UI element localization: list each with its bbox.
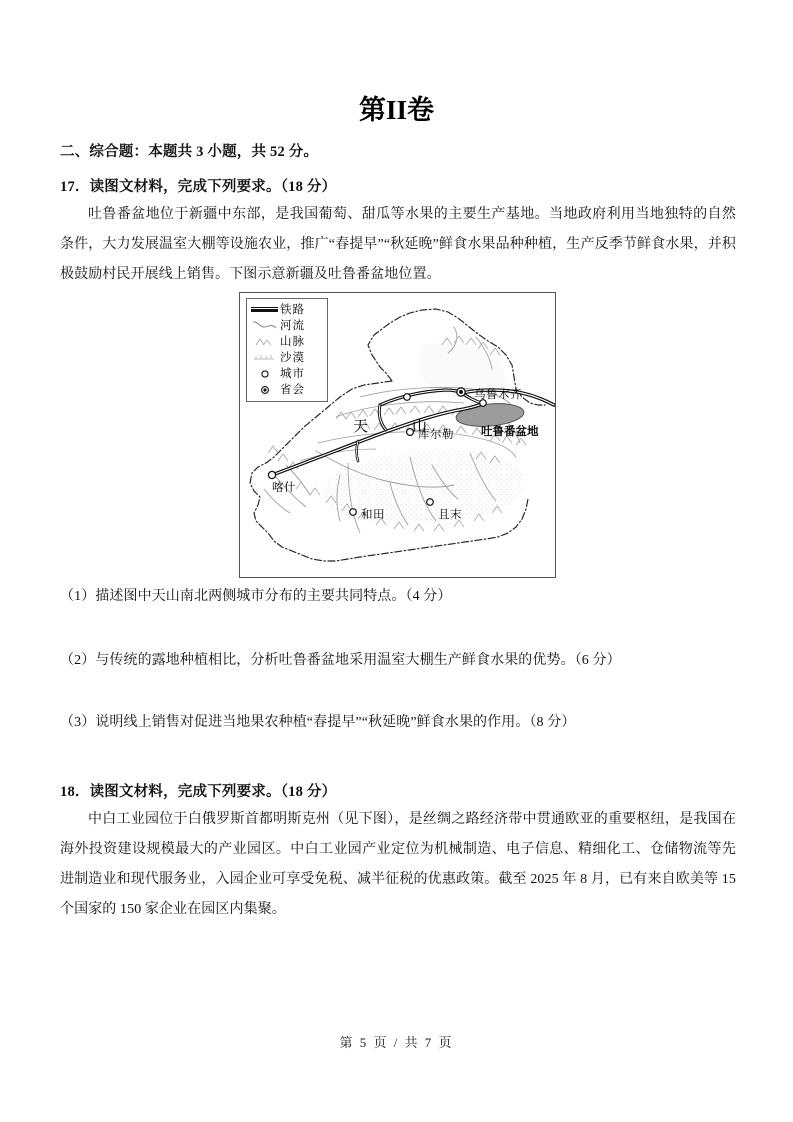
map-label-korla: 库尔勒 xyxy=(418,429,454,441)
legend-label-river: 河流 xyxy=(280,320,305,332)
map-label-qiemo: 且末 xyxy=(438,509,462,521)
map-label-turpan-basin: 吐鲁番盆地 xyxy=(481,426,539,438)
desert-hatch-icon xyxy=(250,351,280,365)
city-circle-icon xyxy=(250,367,280,381)
marker-hotan xyxy=(350,509,357,516)
page-title: 第II卷 xyxy=(358,95,434,125)
map-label-urumqi: 乌鲁木齐 xyxy=(474,389,522,401)
legend-item-capital xyxy=(247,382,327,398)
page-footer: 第 5 页 / 共 7 页 xyxy=(339,1035,454,1050)
marker-qiemo xyxy=(427,499,434,506)
map-legend xyxy=(246,298,328,402)
railway-line-icon xyxy=(250,303,280,317)
legend-label-railway: 铁路 xyxy=(280,304,305,316)
map-label-hotan: 和田 xyxy=(361,509,385,521)
legend-item-city xyxy=(247,366,327,382)
map-label-kashgar: 喀什 xyxy=(272,482,296,494)
map-label-tianshan-shan: 山 xyxy=(412,419,428,435)
xinjiang-map-figure xyxy=(239,292,556,578)
mountain-range-icon xyxy=(250,335,280,349)
question-17-sub-2: （2）与传统的露地种植相比，分析吐鲁番盆地采用温室大棚生产鲜食水果的优势。（6 分） xyxy=(60,653,621,668)
question-17-sub-1: （1）描述图中天山南北两侧城市分布的主要共同特点。（4 分） xyxy=(60,589,452,604)
marker-kashgar xyxy=(268,471,275,478)
question-18-heading: 18．读图文材料，完成下列要求。（18 分） xyxy=(60,784,337,800)
question-17-heading: 17．读图文材料，完成下列要求。（18 分） xyxy=(60,179,337,195)
map-label-tianshan-tian: 天 xyxy=(353,419,369,435)
legend-item-river xyxy=(247,318,327,334)
legend-label-city: 城市 xyxy=(280,368,305,380)
legend-label-desert: 沙漠 xyxy=(280,352,305,364)
marker-north-city xyxy=(404,394,411,401)
legend-item-mountain xyxy=(247,334,327,350)
legend-label-capital: 省会 xyxy=(280,384,305,396)
question-17-sub-3: （3）说明线上销售对促进当地果农种植“春提早”“秋延晚”鲜食水果的作用。（8 分） xyxy=(60,715,576,730)
river-curve-icon xyxy=(250,319,280,333)
question-17-passage: 吐鲁番盆地位于新疆中东部，是我国葡萄、甜瓜等水果的主要生产基地。当地政府利用当地独特的自然条件，大力发展温室大棚等设施农业，推广“春提早”“秋延晚”鲜食水果品种种植，生产反季节鲜食水果，并积极鼓励村民开展线上销售。下图示意新疆及吐鲁番盆地位置。 xyxy=(60,207,736,282)
legend-item-railway xyxy=(247,302,327,318)
legend-label-mountain: 山脉 xyxy=(280,336,305,348)
capital-circle-icon xyxy=(250,383,280,397)
question-18-passage: 中白工业园位于白俄罗斯首都明斯克州（见下图），是丝绸之路经济带中贯通欧亚的重要枢纽，是我国在海外投资建设规模最大的产业园区。中白工业园产业定位为机械制造、电子信息、精细化工、仓储物流等先进制造业和现代服务业，入园企业可享受免税、减半征税的优惠政策。截至 2025 年 8 月，已有来自欧美等 15 个国家的 150 家企业在园区内集聚。 xyxy=(60,812,736,917)
section-heading: 二、综合题：本题共 3 小题，共 52 分。 xyxy=(60,144,319,160)
legend-item-desert xyxy=(247,350,327,366)
